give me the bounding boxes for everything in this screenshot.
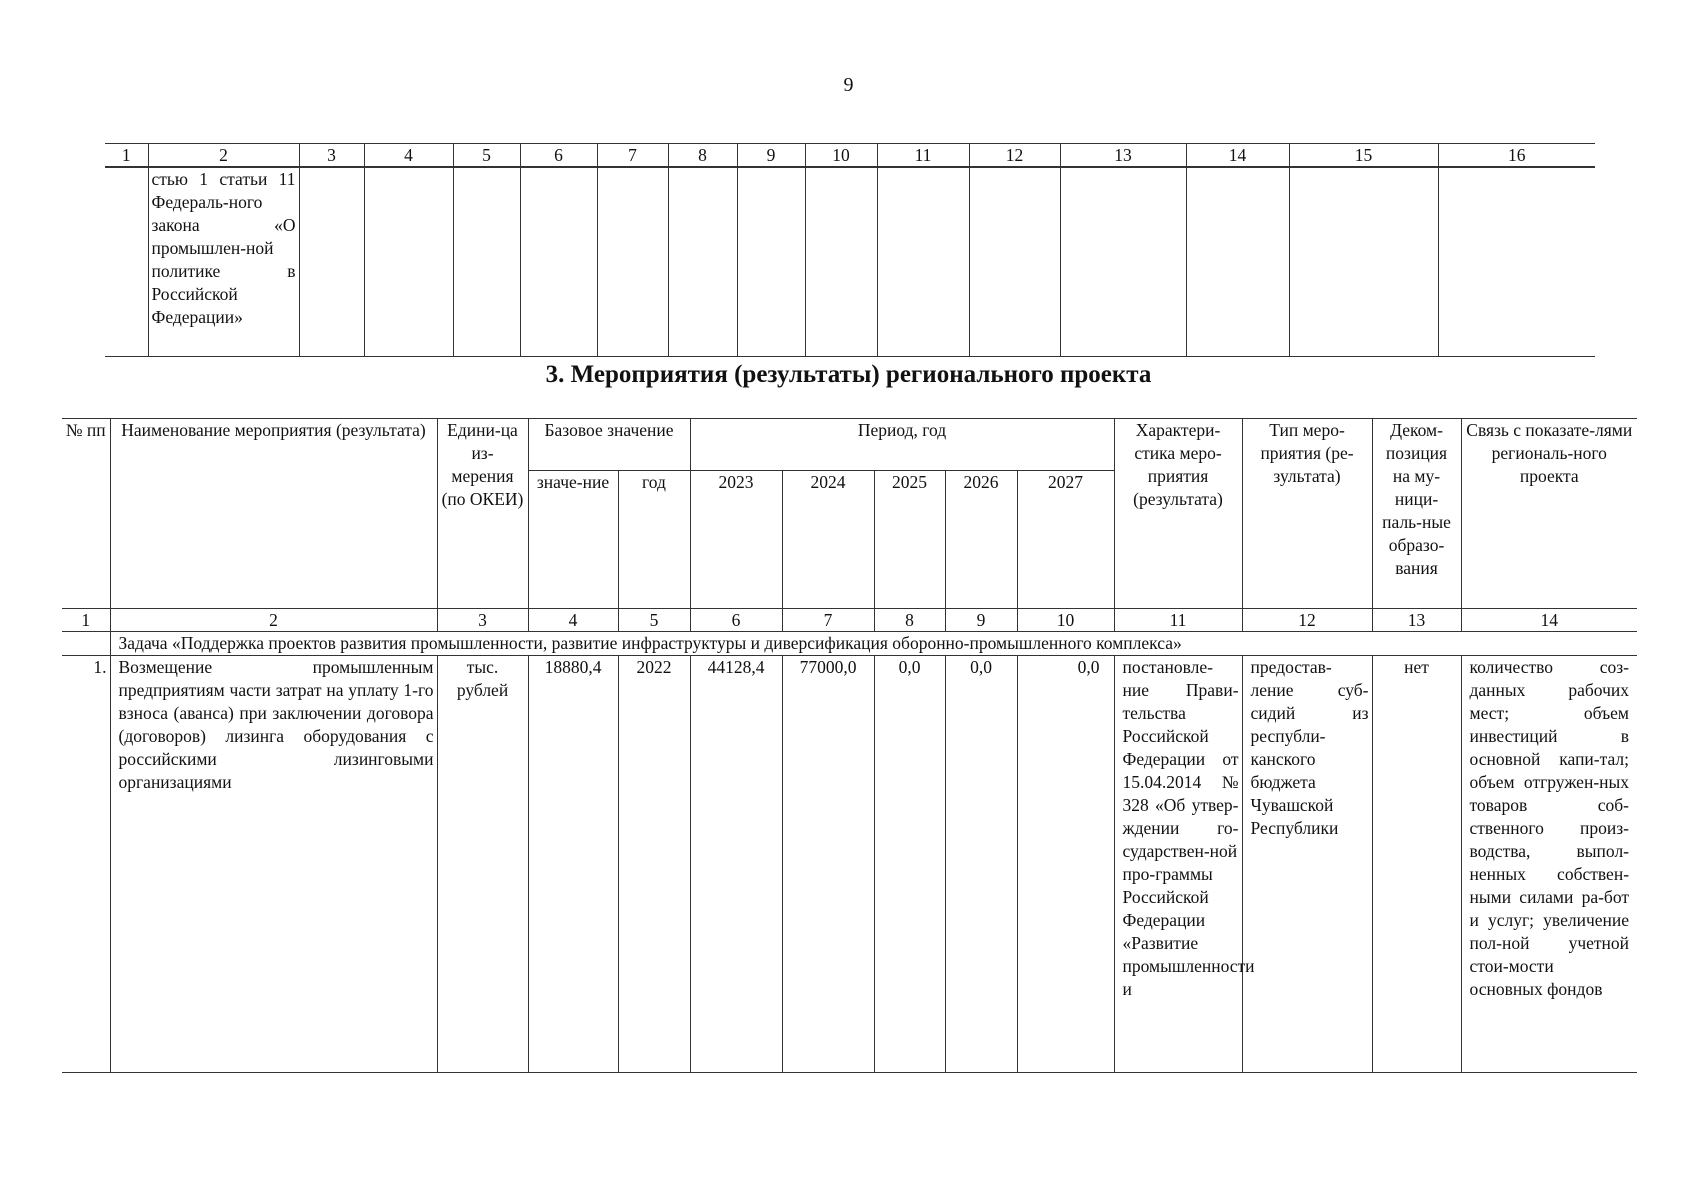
continuation-table xyxy=(105,143,1595,357)
col-num: 12 xyxy=(969,144,1060,168)
cell xyxy=(597,167,668,356)
task-title: Задача «Поддержка проектов развития промышленности, развитие инфраструктуры и диверсификация оборонно-промышленного комплекса» xyxy=(110,632,1637,656)
col-num: 13 xyxy=(1372,609,1461,632)
cell xyxy=(1289,167,1438,356)
page-number: 9 xyxy=(843,74,854,96)
table-row xyxy=(62,656,1637,1073)
activity-type: предостав-ление суб-сидий из республи-канского бюджета Чувашской Республики xyxy=(1242,656,1372,1073)
cell xyxy=(364,167,453,356)
col-num: 5 xyxy=(453,144,520,168)
activity-name: Возмещение промышленным предприятиям части затрат на уплату 1-го взноса (аванса) при заключении договора (договоров) лизинга оборудования с российскими лизинговыми организациями xyxy=(110,656,437,1073)
col-num: 3 xyxy=(437,609,528,632)
cell xyxy=(299,167,364,356)
cell xyxy=(737,167,805,356)
table-row xyxy=(105,167,1595,356)
task-row xyxy=(62,632,1637,656)
header-year: 2025 xyxy=(874,471,945,609)
col-num: 2 xyxy=(148,144,299,168)
section-title: 3. Мероприятия (результаты) регионального проекта xyxy=(545,361,1152,388)
activities-table xyxy=(62,418,1637,1073)
col-num: 4 xyxy=(364,144,453,168)
row-number: 1. xyxy=(62,656,110,1073)
col-num: 6 xyxy=(690,609,782,632)
characteristic: постановле-ние Прави-тельства Российской Федерации от 15.04.2014 № 328 «Об утвер-ждении го-сударствен-ной про-граммы Российской Федерации «Развитие промышленности и xyxy=(1114,656,1242,1073)
cell xyxy=(1438,167,1595,356)
col-num: 11 xyxy=(1114,609,1242,632)
cell xyxy=(105,167,148,356)
cell xyxy=(805,167,877,356)
value-2027: 0,0 xyxy=(1017,656,1114,1073)
cell xyxy=(520,167,597,356)
header-no: № пп xyxy=(62,419,110,609)
header-year: 2023 xyxy=(690,471,782,609)
cell xyxy=(1186,167,1289,356)
header-year: 2024 xyxy=(782,471,874,609)
col-num: 8 xyxy=(668,144,737,168)
col-num: 6 xyxy=(520,144,597,168)
col-num: 11 xyxy=(877,144,969,168)
column-number-row xyxy=(105,144,1595,168)
header-type: Тип меро-приятия (ре-зультата) xyxy=(1242,419,1372,609)
unit: тыс. рублей xyxy=(437,656,528,1073)
col-num: 12 xyxy=(1242,609,1372,632)
col-num: 14 xyxy=(1461,609,1637,632)
value-2024: 77000,0 xyxy=(782,656,874,1073)
col-num: 5 xyxy=(618,609,690,632)
column-number-row xyxy=(62,609,1637,632)
header-link: Связь с показате-лями региональ-ного проекта xyxy=(1461,419,1637,609)
header-year: 2026 xyxy=(945,471,1017,609)
cell xyxy=(668,167,737,356)
col-num: 10 xyxy=(805,144,877,168)
cell-legal-basis: стью 1 статьи 11 Федераль-ного закона «О промышлен-ной политике в Российской Федерации» xyxy=(148,167,299,356)
header-decomposition: Деком-позиция на му-ници-паль-ные образо-вания xyxy=(1372,419,1461,609)
col-num: 1 xyxy=(105,144,148,168)
col-num: 9 xyxy=(945,609,1017,632)
col-num: 1 xyxy=(62,609,110,632)
col-num: 13 xyxy=(1060,144,1186,168)
header-year: 2027 xyxy=(1017,471,1114,609)
cell xyxy=(877,167,969,356)
cell xyxy=(1060,167,1186,356)
col-num: 4 xyxy=(528,609,618,632)
col-num: 15 xyxy=(1289,144,1438,168)
col-num: 16 xyxy=(1438,144,1595,168)
col-num: 10 xyxy=(1017,609,1114,632)
base-value: 18880,4 xyxy=(528,656,618,1073)
indicator-link: количество соз-данных рабочих мест; объем инвестиций в основной капи-тал; объем отгружен-ных товаров соб-ственного произ-водства, выпол-ненных собствен-ными силами ра-бот и услуг; увеличение пол-ной учетной стои-мости основных фондов xyxy=(1461,656,1637,1073)
header-characteristic: Характери-стика меро-приятия (результата) xyxy=(1114,419,1242,609)
header-unit: Едини-ца из-мерения (по ОКЕИ) xyxy=(437,419,528,609)
value-2023: 44128,4 xyxy=(690,656,782,1073)
header-name: Наименование мероприятия (результата) xyxy=(110,419,437,609)
col-num: 7 xyxy=(597,144,668,168)
col-num: 7 xyxy=(782,609,874,632)
base-year: 2022 xyxy=(618,656,690,1073)
header-base: Базовое значение xyxy=(528,419,690,471)
col-num: 2 xyxy=(110,609,437,632)
col-num: 8 xyxy=(874,609,945,632)
cell xyxy=(969,167,1060,356)
value-2026: 0,0 xyxy=(945,656,1017,1073)
cell xyxy=(453,167,520,356)
header-row xyxy=(62,419,1637,471)
col-num: 14 xyxy=(1186,144,1289,168)
header-base-value: значе-ние xyxy=(528,471,618,609)
value-2025: 0,0 xyxy=(874,656,945,1073)
header-base-year: год xyxy=(618,471,690,609)
col-num: 3 xyxy=(299,144,364,168)
col-num: 9 xyxy=(737,144,805,168)
cell xyxy=(62,632,110,656)
decomposition: нет xyxy=(1372,656,1461,1073)
header-period: Период, год xyxy=(690,419,1114,471)
